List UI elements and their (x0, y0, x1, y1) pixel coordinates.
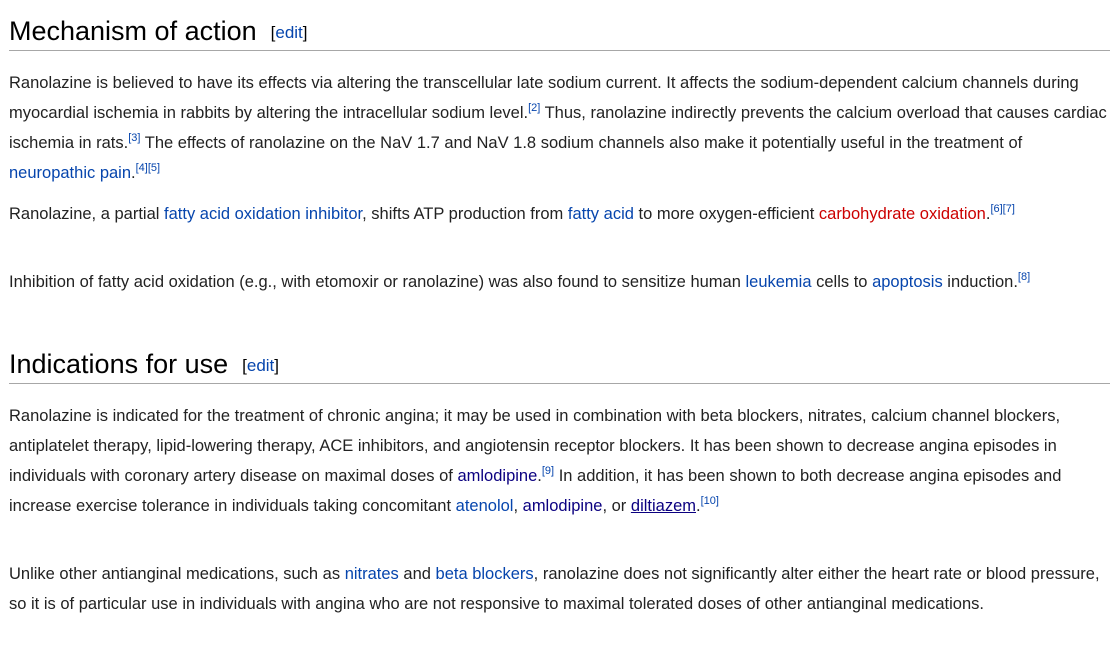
paragraph (9, 199, 1109, 229)
section-title: Indications for use (9, 349, 229, 379)
paragraph-text: Ranolazine is believed to have its effects via altering the transcellular late sodium current. It affects the sodium-dependent calcium channels during myocardial ischemia in rabbits by altering the intracellular sodium level. (9, 74, 1079, 122)
paragraph-text: and (398, 565, 436, 583)
wiki-link-underlined[interactable]: diltiazem (630, 497, 696, 515)
edit-section-link-wrapper: [edit] (242, 356, 280, 375)
citation (990, 203, 1002, 215)
wiki-link[interactable]: nitrates (344, 565, 399, 583)
paragraph-text: . (985, 205, 991, 223)
paragraph-text: The effects of ranolazine on the NaV 1.7 and NaV 1.8 sodium channels also make it potentially useful in the treatment of (140, 134, 1023, 152)
citation (1003, 203, 1015, 215)
section-heading-mechanism (9, 14, 308, 52)
wiki-link[interactable]: atenolol (455, 497, 514, 515)
citation-link[interactable]: [3] (128, 132, 141, 144)
paragraph-text: , or (602, 497, 631, 515)
citation (1018, 271, 1030, 283)
paragraph-text: . (131, 164, 136, 182)
paragraph-text: cells to (811, 273, 873, 291)
paragraph-text: . (537, 467, 542, 485)
paragraph (9, 401, 1109, 521)
section-heading-indications (9, 347, 279, 385)
heading-divider (9, 383, 1110, 384)
edit-section-link[interactable]: edit (246, 356, 275, 375)
citation (528, 102, 540, 114)
citation-link[interactable]: [6] (990, 203, 1003, 215)
paragraph-text: , shifts ATP production from (362, 205, 568, 223)
paragraph-text: , ranolazine does not significantly alter either the heart rate or blood pressure, so it is of particular use in individuals with angina who are not responsive to maximal tolerated doses of other antianginal medications. (9, 565, 1100, 613)
citation (136, 162, 148, 174)
wiki-link-missing[interactable]: carbohydrate oxidation (818, 205, 986, 223)
wiki-link[interactable]: fatty acid (567, 205, 634, 223)
wiki-link-visited[interactable]: amlodipine (522, 497, 603, 515)
edit-section-link-wrapper: [edit] (270, 23, 308, 42)
citation-link[interactable]: [9] (541, 465, 555, 477)
paragraph-text: In addition, it has been shown to both decrease angina episodes and increase exercise tolerance in individuals taking concomitant (9, 467, 1062, 515)
wiki-link[interactable]: fatty acid oxidation inhibitor (164, 205, 363, 223)
paragraph-text: Thus, ranolazine indirectly prevents the calcium overload that causes cardiac ischemia in rats. (9, 104, 1107, 152)
section-title: Mechanism of action (9, 16, 257, 46)
paragraph (9, 68, 1109, 188)
citation-link[interactable]: [7] (1002, 203, 1015, 215)
citation-link[interactable]: [8] (1017, 271, 1031, 283)
citation-link[interactable]: [4] (135, 162, 148, 174)
citation-link[interactable]: [5] (147, 162, 161, 174)
paragraph-text: Inhibition of fatty acid oxidation (e.g., with etomoxir or ranolazine) was also found to sensitize human (9, 273, 746, 291)
citation-link[interactable]: [10] (700, 495, 719, 507)
paragraph-text: Ranolazine is indicated for the treatment of chronic angina; it may be used in combination with beta blockers, nitrates, calcium channel blockers, antiplatelet therapy, lipid-lowering therapy, ACE inhibitors, and angiotensin receptor blockers. It has been shown to decrease angina episodes in individuals with coronary artery disease on maximal doses of (9, 407, 1061, 485)
paragraph-text: Ranolazine, a partial (9, 205, 165, 223)
edit-section-link[interactable]: edit (275, 23, 303, 42)
paragraph (9, 559, 1109, 619)
wiki-link[interactable]: apoptosis (872, 273, 943, 291)
wiki-link[interactable]: leukemia (745, 273, 812, 291)
paragraph-text: to more oxygen-efficient (633, 205, 819, 223)
paragraph-text: , (513, 497, 523, 515)
paragraph-text: induction. (942, 273, 1018, 291)
wiki-link[interactable]: neuropathic pain (9, 164, 132, 182)
wiki-link[interactable]: beta blockers (435, 565, 534, 583)
citation-link[interactable]: [2] (528, 102, 541, 114)
paragraph-text: Unlike other antianginal medications, such as (9, 565, 345, 583)
paragraph-text: . (696, 497, 701, 515)
wiki-link-visited[interactable]: amlodipine (457, 467, 538, 485)
heading-divider (9, 50, 1110, 51)
citation (148, 162, 160, 174)
citation (128, 132, 140, 144)
paragraph (9, 267, 1109, 297)
citation (701, 495, 719, 507)
citation (542, 465, 554, 477)
